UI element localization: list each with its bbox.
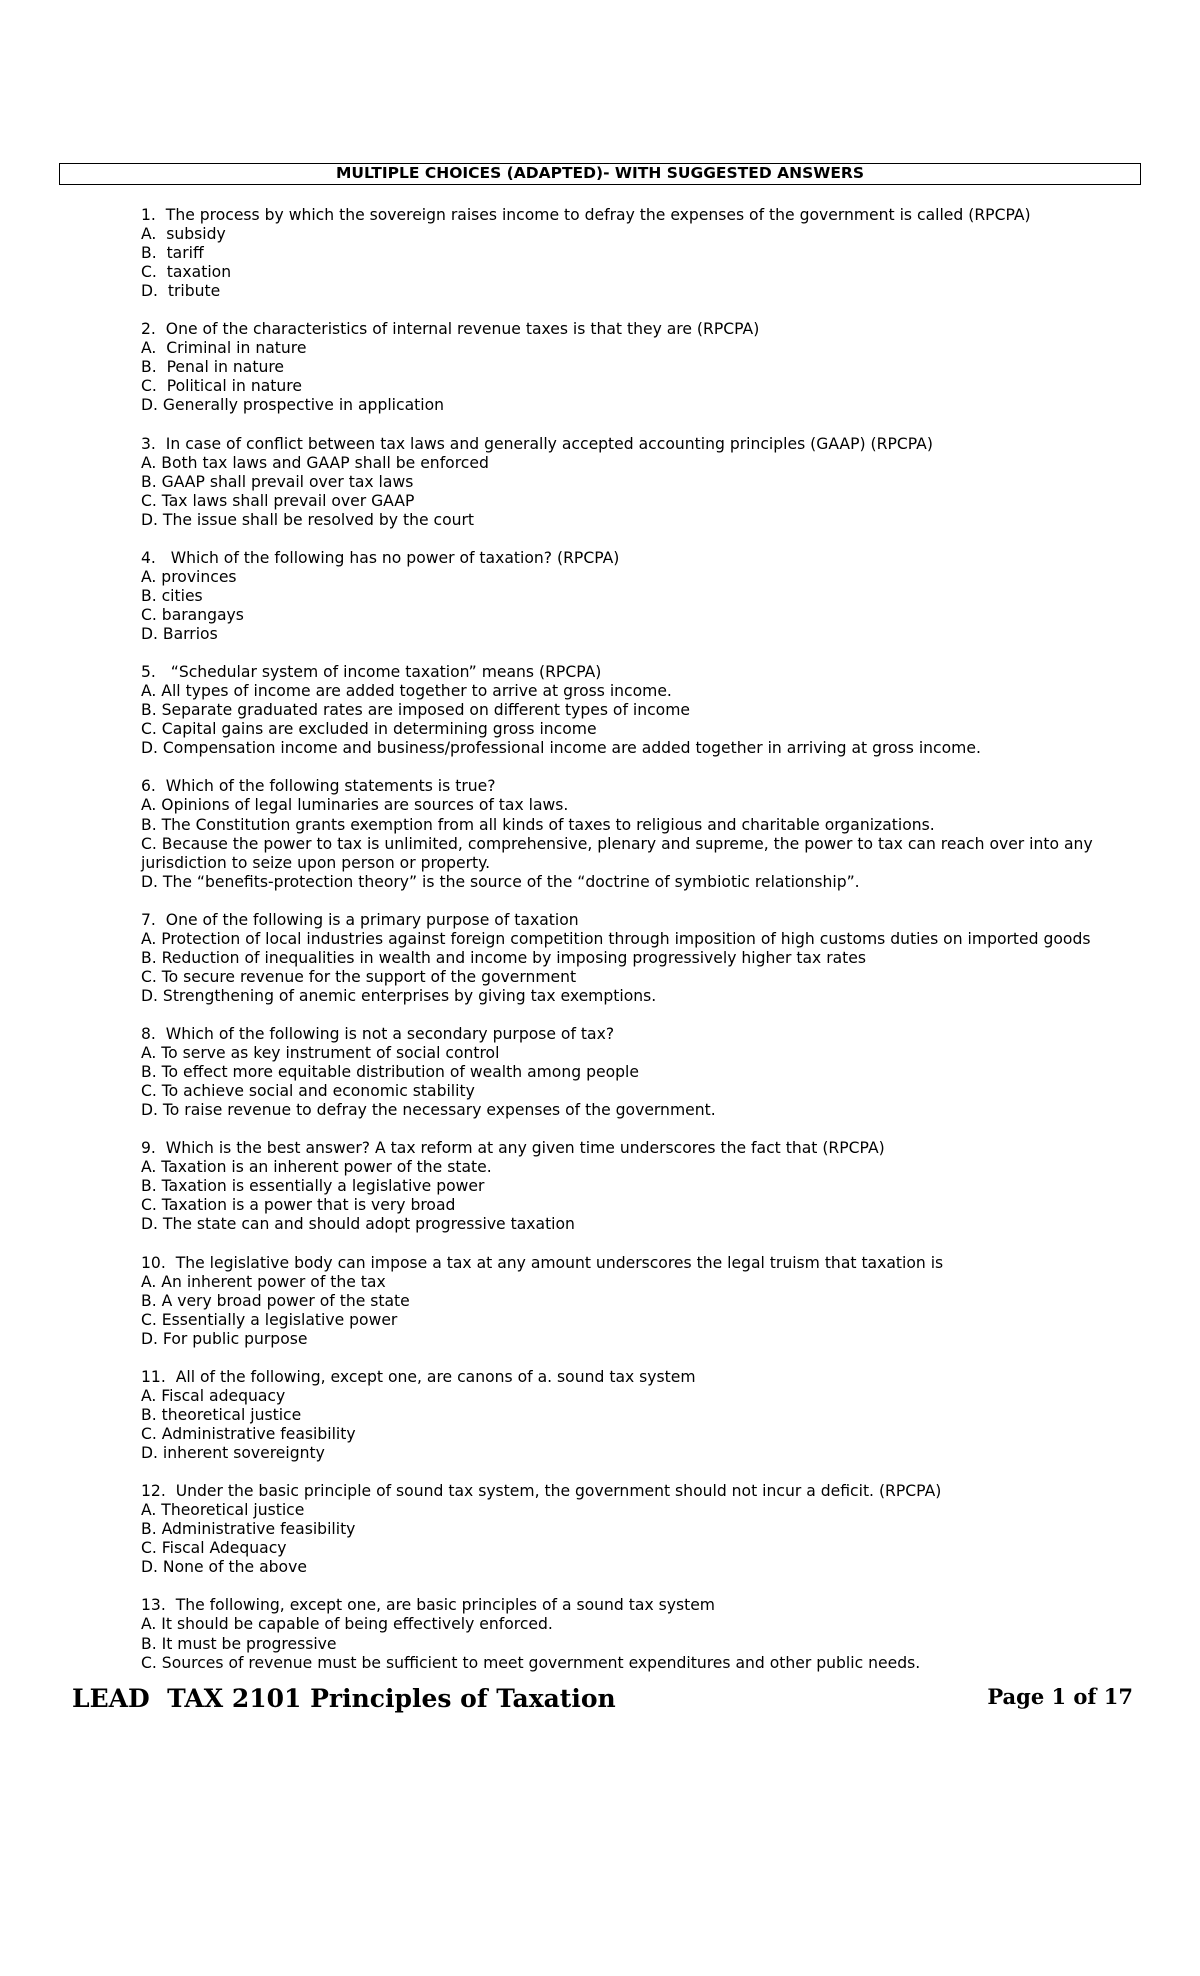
answer-choice: B. cities — [141, 586, 203, 605]
answer-choice: C. Taxation is a power that is very broad — [141, 1196, 456, 1215]
answer-choice: B. GAAP shall prevail over tax laws — [141, 472, 414, 491]
answer-choice: A. Theoretical justice — [141, 1501, 305, 1520]
answer-choice: A. Taxation is an inherent power of the state. — [141, 1158, 492, 1177]
answer-choice: C. Essentially a legislative power — [141, 1310, 398, 1329]
question-list — [141, 206, 1141, 1673]
answer-choice: B. The Constitution grants exemption from all kinds of taxes to religious and charitable organizations. — [141, 815, 935, 834]
answer-choice: A. To serve as key instrument of social control — [141, 1044, 500, 1063]
question-stem: 5. “Schedular system of income taxation” means (RPCPA) — [141, 663, 602, 682]
answer-choice: B. tariff — [141, 244, 204, 263]
answer-choice: C. Sources of revenue must be sufficient to meet government expenditures and other public needs. — [141, 1653, 921, 1672]
question-item — [141, 1025, 1141, 1120]
question-item — [141, 663, 1141, 758]
answer-choice: B. Reduction of inequalities in wealth and income by imposing progressively higher tax rates — [141, 948, 867, 967]
answer-choice: D. Barrios — [141, 625, 218, 644]
footer-page-number: Page 1 of 17 — [987, 1684, 1133, 1709]
question-stem: 7. One of the following is a primary purpose of taxation — [141, 910, 579, 929]
question-stem: 12. Under the basic principle of sound tax system, the government should not incur a deficit. (RPCPA) — [141, 1482, 942, 1501]
question-stem: 6. Which of the following statements is true? — [141, 777, 496, 796]
answer-choice: C. Administrative feasibility — [141, 1425, 356, 1443]
answer-choice: C. To secure revenue for the support of the government — [141, 967, 577, 986]
question-stem: 8. Which of the following is not a secondary purpose of tax? — [141, 1025, 615, 1044]
answer-choice: A. All types of income are added together to arrive at gross income. — [141, 682, 672, 701]
answer-choice: A. Opinions of legal luminaries are sources of tax laws. — [141, 796, 569, 815]
footer-course-title: LEAD TAX 2101 Principles of Taxation — [72, 1684, 616, 1713]
answer-choice: B. Penal in nature — [141, 358, 285, 377]
answer-choice: D. The “benefits-protection theory” is the source of the “doctrine of symbiotic relationship”. — [141, 872, 860, 891]
question-stem: 1. The process by which the sovereign raises income to defray the expenses of the government is called (RPCPA) — [141, 206, 1031, 224]
answer-choice: A. subsidy — [141, 225, 226, 244]
answer-choice: D. The state can and should adopt progressive taxation — [141, 1215, 575, 1234]
question-item — [141, 320, 1141, 415]
question-stem: 4. Which of the following has no power of taxation? (RPCPA) — [141, 548, 620, 567]
answer-choice: C. Tax laws shall prevail over GAAP — [141, 491, 415, 510]
answer-choice: D. inherent sovereignty — [141, 1444, 325, 1463]
answer-choice: B. Taxation is essentially a legislative power — [141, 1177, 485, 1196]
answer-choice: B. Administrative feasibility — [141, 1520, 356, 1539]
question-item — [141, 911, 1141, 1006]
answer-choice: C. Fiscal Adequacy — [141, 1539, 287, 1558]
answer-choice: D. tribute — [141, 282, 221, 301]
answer-choice: B. To effect more equitable distribution of wealth among people — [141, 1063, 639, 1082]
answer-choice: A. It should be capable of being effectively enforced. — [141, 1615, 553, 1634]
answer-choice: B. It must be progressive — [141, 1634, 337, 1653]
answer-choice: C. Capital gains are excluded in determining gross income — [141, 720, 597, 739]
answer-choice: C. barangays — [141, 605, 244, 624]
answer-choice: A. Fiscal adequacy — [141, 1386, 286, 1405]
question-item — [141, 1139, 1141, 1234]
question-item — [141, 435, 1141, 530]
question-stem: 13. The following, except one, are basic principles of a sound tax system — [141, 1596, 715, 1615]
answer-choice: B. theoretical justice — [141, 1405, 302, 1424]
question-stem: 11. All of the following, except one, are canons of a. sound tax system — [141, 1367, 696, 1386]
answer-choice: C. Political in nature — [141, 377, 302, 396]
question-stem: 10. The legislative body can impose a tax at any amount underscores the legal truism that taxation is — [141, 1253, 944, 1272]
question-item — [141, 777, 1141, 891]
question-item — [141, 206, 1141, 301]
answer-choice: D. Strengthening of anemic enterprises by giving tax exemptions. — [141, 986, 657, 1005]
answer-choice: A. provinces — [141, 567, 237, 586]
answer-choice: A. Criminal in nature — [141, 339, 307, 358]
question-item — [141, 1482, 1141, 1577]
question-item — [141, 1254, 1141, 1349]
answer-choice-continuation: jurisdiction to seize upon person or property. — [141, 853, 491, 872]
answer-choice: A. Protection of local industries against foreign competition through imposition of high customs duties on imported goods — [141, 929, 1091, 948]
question-item — [141, 1368, 1141, 1463]
answer-choice: D. None of the above — [141, 1558, 307, 1577]
question-stem: 2. One of the characteristics of internal revenue taxes is that they are (RPCPA) — [141, 320, 760, 339]
question-stem: 9. Which is the best answer? A tax reform at any given time underscores the fact that (RPCPA) — [141, 1139, 885, 1158]
answer-choice: B. Separate graduated rates are imposed on different types of income — [141, 701, 691, 720]
answer-choice: A. Both tax laws and GAAP shall be enforced — [141, 453, 489, 472]
question-item — [141, 549, 1141, 644]
answer-choice: D. The issue shall be resolved by the court — [141, 510, 475, 529]
question-item — [141, 1596, 1141, 1672]
answer-choice: C. To achieve social and economic stability — [141, 1082, 475, 1101]
answer-choice: D. To raise revenue to defray the necessary expenses of the government. — [141, 1101, 716, 1120]
answer-choice: D. Generally prospective in application — [141, 396, 445, 415]
answer-choice: C. Because the power to tax is unlimited, comprehensive, plenary and supreme, the power to tax can reach over into any — [141, 834, 1093, 853]
question-stem: 3. In case of conflict between tax laws and generally accepted accounting principles (GAAP) (RPCPA) — [141, 434, 933, 453]
answer-choice: C. taxation — [141, 263, 232, 282]
answer-choice: D. Compensation income and business/professional income are added together in arriving at gross income. — [141, 739, 981, 758]
answer-choice: D. For public purpose — [141, 1329, 308, 1348]
answer-choice: A. An inherent power of the tax — [141, 1272, 386, 1291]
page-title: MULTIPLE CHOICES (ADAPTED)- WITH SUGGESTED ANSWERS — [59, 163, 1141, 185]
answer-choice: B. A very broad power of the state — [141, 1291, 410, 1310]
